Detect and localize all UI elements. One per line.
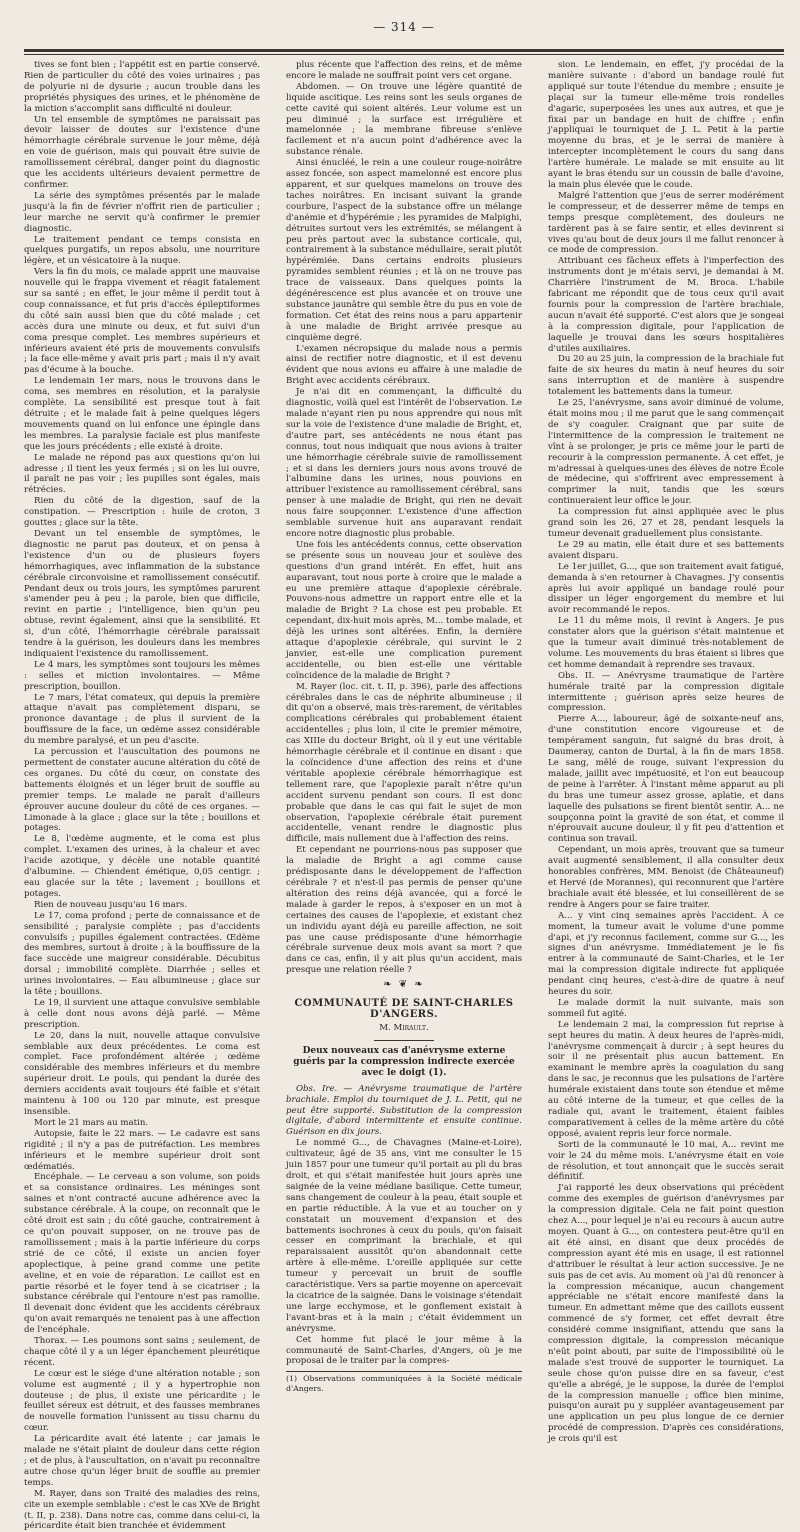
paragraph: Vers la fin du mois, ce malade apprit une mauvaise nouvelle qui le frappa vivement et réagit fatalement sur sa santé ; en effet, le jour même il perdit tout à coup connaissance, et fut pris d'accès épileptiformes du côté sain aussi bien que du côté malade ; cet accès dura une minute ou deux, et fut suivi d'un coma presque complet. Les membres supérieurs et inférieurs avaient été pris de mouvements convulsifs ; la face elle-même y avait pris part ; mais il n'y avait pas d'écume à la bouche. xyxy=(24,267,260,376)
paragraph: Cet homme fut placé le jour même à la communauté de Saint-Charles, d'Angers, où je me proposai de le traiter par la compres- xyxy=(286,1334,522,1367)
paragraph: L'examen nécropsique du malade nous a permis ainsi de rectifier notre diagnostic, et il est devenu évident que nous avions eu affaire à une maladie de Bright avec accidents cérébraux. xyxy=(286,343,522,387)
paragraph: plus récente que l'affection des reins, et de même encore le malade ne souffrait point vers cet organe. xyxy=(286,60,522,81)
column-middle xyxy=(286,60,522,1393)
footnote: (1) Observations communiquées à la Société médicale d'Angers. xyxy=(286,1371,522,1393)
paragraph: Sorti de la communauté le 10 mai, A... revint me voir le 24 du même mois. L'anévrysme était en voie de résolution, et tout annonçait que le succès serait définitif. xyxy=(548,1139,784,1183)
article-headline: Deux nouveaux cas d'anévrysme externe guéris par la compression indirecte exercée avec le doigt (1). xyxy=(293,1045,515,1078)
paragraph: Le lendemain 2 mai, la compression fut reprise à sept heures du matin. À deux heures de l'après-midi, l'anévrysme commençait à durcir ; à sept heures du soir il ne présentait plus aucun battement. En examinant le membre après la coagulation du sang dans le sac, je reconnus que les pulsations de l'artère humérale existaient dans toute son étendue et même au côté interne de la tumeur, et que celles de la radiale qui, avant le traitement, étaient faibles comparativement à celles de la même artère du côté opposé, avaient repris leur force normale. xyxy=(548,1019,784,1139)
paragraph: Le cœur est le siége d'une altération notable ; son volume est augmenté ; il y a hypertrophie non douteuse ; de plus, il existe une péricardite ; le feuillet séreux est détruit, et des fausses membranes de nouvelle formation l'unissent au tissu charnu du cœur. xyxy=(24,1368,260,1434)
paragraph: Le 17, coma profond ; perte de connaissance et de sensibilité ; paralysie complète ; pas d'accidents convulsifs ; pupilles également contractées. Œdème des membres, surtout à droite ; à la bouffissure de la face succède une maigreur considérable. Décubitus dorsal ; immobilité complète. Diarrhée ; selles et urines involontaires. — Eau albumineuse ; glace sur la tête ; bouillons. xyxy=(24,910,260,998)
section-ornament: ❧ ❦ ❧ xyxy=(383,979,425,991)
paragraph: Ainsi énucléé, le rein a une couleur rouge-noirâtre assez foncée, son aspect mamelonné est encore plus apparent, et sur quelques mamelons on trouve des taches noirâtres. En incisant suivant la grande courbure, l'aspect de la substance offre un mélange d'anémie et d'hypérémie ; les pyramides de Malpighi, détruites surtout vers les extrémités, se mélangent à peu près partout avec la substance corticale, qui, contrairement à la substance médullaire, serait plutôt hypérémiée. Dans certains endroits plusieurs pyramides semblent réunies ; et là on ne trouve pas trace de vaisseaux. Dans quelques points la dégénérescence est plus avancée et on trouve une substance jaunâtre qui semble être du pus en voie de formation. Cet état des reins nous a paru appartenir à une maladie de Bright arrivée presque au cinquième degré. xyxy=(286,158,522,343)
paragraph: Devant un tel ensemble de symptômes, le diagnostic ne parut pas douteux, et on pensa à l'existence d'un ou de plusieurs foyers hémorrhagiques, avec inflammation de la substance cérébrale circonvoisine et ramollissement consécutif. Pendant deux ou trois jours, les symptômes parurent s'amender peu à peu ; la parole, bien que difficile, revint en partie ; l'intelligence, bien qu'un peu obtuse, revint également, ainsi que la sensibilité. Et si, d'un côté, l'hémorrhagie cérébrale paraissait tendre à la guérison, les douleurs dans les membres indiquaient l'existence du ramollissement. xyxy=(24,528,260,659)
paragraph: Le 4 mars, les symptômes sont toujours les mêmes : selles et miction involontaires. — Même prescription, bouillon. xyxy=(24,659,260,692)
section-author: M. Mirault. xyxy=(379,1022,429,1033)
page-header xyxy=(24,12,784,52)
paragraph: Le 19, il survient une attaque convulsive semblable à celle dont nous avons déjà parlé. — Même prescription. xyxy=(24,997,260,1030)
paragraph: Attribuant ces fâcheux effets à l'imperfection des instruments dont je m'étais servi, je demandai à M. Charrière l'instrument de M. Broca. L'habile fabricant me répondit que de tous ceux qu'il avait fournis pour la compression de l'artère brachiale, aucun n'avait été supporté. C'est alors que je songeai à la compression digitale, pour l'application de laquelle je trouvai dans les sœurs hospitalières d'utiles auxiliaires. xyxy=(548,256,784,354)
paragraph: Un tel ensemble de symptômes ne paraissait pas devoir laisser de doutes sur l'existence d'une hémorrhagie cérébrale survenue le jour même, déjà en voie de guérison, mais qui pouvait être suivie de ramollissement cérébral, danger point du diagnostic que les accidents ultérieurs devaient permettre de confirmer. xyxy=(24,114,260,190)
paragraph: Abdomen. — On trouve une légère quantité de liquide ascitique. Les reins sont les seuls organes de cette cavité qui soient altérés. Leur volume est un peu diminué ; la surface est irrégulière et mamelonnée ; la membrane fibreuse s'enlève facilement et n'a aucun point d'adhérence avec la substance rénale. xyxy=(286,81,522,158)
paragraph: Le 7 mars, l'état comateux, qui depuis la première attaque n'avait pas complètement disparu, se prononce davantage ; de plus il survient de la bouffissure de la face, un œdème assez considérable du membre paralysé, et un peu d'ascite. xyxy=(24,692,260,747)
paragraph: Le traitement pendant ce temps consista en quelques purgatifs, un repos absolu, une nourriture légère, et un vésicatoire à la nuque. xyxy=(24,234,260,267)
section-title: COMMUNAUTÉ DE SAINT-CHARLES D'ANGERS. xyxy=(294,998,514,1020)
header-rule-thin xyxy=(24,54,784,55)
paragraph: Une fois les antécédents connus, cette observation se présente sous un nouveau jour et soulève des questions d'un grand intérêt. En effet, huit ans auparavant, tout nous porte à croire que le malade a eu une première attaque d'apoplexie cérébrale. Pouvons-nous admettre un rapport entre elle et la maladie de Bright ? La chose est peu probable. Et cependant, dix-huit mois après, M... tombe malade, et déjà les urines sont altérées. Enfin, la dernière attaque d'apoplexie cérébrale, qui survint le 2 janvier, est-elle une complication purement accidentelle, ou bien est-elle une véritable coïncidence de la maladie de Bright ? xyxy=(286,539,522,681)
paragraph: La compression fut ainsi appliquée avec le plus grand soin les 26, 27 et 28, pendant lesquels la tumeur devenait graduellement plus consistante. xyxy=(548,507,784,539)
journal-page xyxy=(24,12,784,1532)
paragraph: Obs. II. — Anévrysme traumatique de l'artère humérale traité par la compression digitale intermittente ; guérison après seize heures de compression. xyxy=(548,670,784,714)
header-rule-thick xyxy=(24,49,784,52)
paragraph: Le 20, dans la nuit, nouvelle attaque convulsive semblable aux deux précédentes. Le coma est complet. Face profondément altérée ; œdème considérable des membres inférieurs et du membre supérieur droit. Le pouls, qui pendant la durée des derniers accidents avait toujours été faible et s'était maintenu à 100 ou 120 par minute, est presque insensible. xyxy=(24,1030,260,1117)
paragraph: Je n'ai dit en commençant, la difficulté du diagnostic, voilà quel est l'intérêt de l'observation. Le malade n'ayant rien pu nous apprendre qui nous mît sur la voie de l'existence d'une maladie de Bright, et, d'autre part, ses antécédents ne nous étant pas connus, tout nous indiquait que nous avions à traiter une hémorrhagie cérébrale suivie de ramollissement ; et si dans les derniers jours nous avons trouvé de l'albumine dans les urines, nous pouvions en attribuer l'existence au ramollissement cérébral, sans penser à une maladie de Bright, qui rien ne devait nous faire soupçonner. L'existence d'une affection semblable survenue huit ans auparavant rendait encore notre diagnostic plus probable. xyxy=(286,387,522,539)
paragraph: M. Rayer, dans son Traité des maladies des reins, cite un exemple semblable : c'est le cas XVe de Bright (t. II, p. 238). Dans notre cas, comme dans celui-ci, la péricardite était bien tranchée et évidemment xyxy=(24,1488,260,1532)
paragraph: sion. Le lendemain, en effet, j'y procédai de la manière suivante : d'abord un bandage roulé fut appliqué sur toute l'étendue du membre ; ensuite je plaçai sur la tumeur elle-même trois rondelles d'agaric, superposées les unes aux autres, et que je fixai par un bandage en huit de chiffre ; enfin j'appliquai le tourniquet de J. L. Petit à la partie moyenne du bras, et je le serrai de manière à intercepter incomplètement le cours du sang dans l'artère humérale. Le malade se mit ensuite au lit ayant le bras étendu sur un coussin de balle d'avoine, la main plus élevée que le coude. xyxy=(548,60,784,190)
paragraph: Le 8, l'œdème augmente, et le coma est plus complet. L'examen des urines, à la chaleur et avec l'acide azotique, y décèle une notable quantité d'albumine. — Chiendent émétique, 0,05 centigr. ; eau glacée sur la tête ; lavement ; bouillons et potages. xyxy=(24,834,260,899)
paragraph: La péricardite avait été latente ; car jamais le malade ne s'était plaint de douleur dans cette région ; et de plus, à l'auscultation, on n'avait pu reconnaître autre chose qu'un léger bruit de souffle au premier temps. xyxy=(24,1434,260,1488)
section-divider xyxy=(374,1040,434,1041)
paragraph: Le nommé G..., de Chavagnes (Maine-et-Loire), cultivateur, âgé de 35 ans, vint me consulter le 15 juin 1857 pour une tumeur qu'il portait au pli du bras droit, et qui s'était manifestée huit jours après une saignée de la veine médiane basilique. Cette tumeur, sans changement de couleur à la peau, était souple et en partie réductible. À la vue et au toucher on y constatait un mouvement d'expansion et des battements isochrones à ceux du pouls, qu'on faisait cesser en comprimant la brachiale, et qui reparaissaient aussitôt qu'on abandonnait cette artère à elle-même. L'oreille appliquée sur cette tumeur y percevait un bruit de souffle caractéristique. Vers sa partie moyenne on apercevait la cicatrice de la saignée. Dans le voisinage s'étendait une large ecchymose, et le gonflement existait à l'avant-bras et à la main ; c'était évidemment un anévrysme. xyxy=(286,1138,522,1334)
paragraph: Du 20 au 25 juin, la compression de la brachiale fut faite de six heures du matin à neuf heures du soir sans interruption et de manière à suspendre totalement les battements dans la tumeur. xyxy=(548,354,784,398)
paragraph: La série des symptômes présentés par le malade jusqu'à la fin de février n'offrit rien de particulier ; leur marche ne servit qu'à confirmer le premier diagnostic. xyxy=(24,190,260,234)
column-right xyxy=(548,60,784,1445)
paragraph: Le 1er juillet, G..., que son traitement avait fatigué, demanda à s'en retourner à Chavagnes. J'y consentis après lui avoir appliqué un bandage roulé pour dissiper un léger engorgement du membre et lui avoir recommandé le repos. xyxy=(548,561,784,616)
paragraph: Rien de nouveau jusqu'au 16 mars. xyxy=(34,899,188,910)
paragraph: La percussion et l'auscultation des poumons ne permettent de constater aucune altération du côté de ces organes. Du côté du cœur, on constate des battements éloignés et un léger bruit de souffle au premier temps. Le malade ne paraît d'ailleurs éprouver aucune douleur du côté de ces organes. — Limonade à la glace ; glace sur la tête ; bouillons et potages. xyxy=(24,747,260,834)
paragraph: tives se font bien ; l'appétit est en partie conservé. Rien de particulier du côté des voies urinaires ; pas de polyurie ni de dysurie ; aucun trouble dans les propriétés physiques des urines, et le phénomène de la miction s'accomplit sans difficulté ni douleur. xyxy=(24,60,260,114)
observation-title: Obs. Ire. — Anévrysme traumatique de l'artère brachiale. Emploi du tourniquet de J. L. Petit, qui ne peut être supporté. Substitution de la compression digitale, d'abord intermittente et ensuite continue. Guérison en dix jours. xyxy=(286,1083,522,1138)
paragraph: Le 25, l'anévrysme, sans avoir diminué de volume, était moins mou ; il me parut que le sang commençait de s'y coaguler. Craignant que par suite de l'intermittence de la compression le traitement ne vînt à se prolonger, je pris ce même jour le parti de recourir à la compression permanente. À cet effet, je m'adressai à quelques-unes des élèves de notre École de médecine, qui s'offrirent avec empressement à comprimer la nuit, tandis que les sœurs continueraient leur office le jour. xyxy=(548,398,784,507)
paragraph: Le lendemain 1er mars, nous le trouvons dans le coma, ses membres en résolution, et la paralysie complète. La sensibilité est presque tout à fait détruite ; et le malade fait à peine quelques légers mouvements quand on lui enfonce une épingle dans les membres. La paralysie faciale est plus manifeste que les jours précédents ; elle existé à droite. xyxy=(24,376,260,452)
paragraph: Rien du côté de la digestion, sauf de la constipation. — Prescription : huile de croton, 3 gouttes ; glace sur la tête. xyxy=(24,496,260,529)
paragraph: Le 29 au matin, elle était dure et ses battements avaient disparu. xyxy=(548,539,784,561)
paragraph: Thorax. — Les poumons sont sains ; seulement, de chaque côté il y a un léger épanchement pleurétique récent. xyxy=(24,1336,260,1368)
paragraph: Encéphale. — Le cerveau a son volume, son poids et sa consistance ordinaires. Les méninges sont saines et n'ont contracté aucune adhérence avec la substance cérébrale. À la coupe, on reconnaît que le côté droit est sain ; du côté gauche, contrairement à ce qu'on pouvait supposer, on ne trouve pas de ramollissement ; mais à la partie inférieure du corps strié de ce côté, il existe un ancien foyer apoplectique, à peine grand comme une petite aveline, et en voie de réparation. Le caillot est en partie résorbé et le foyer tend à se cicatriser ; la substance cérébrale qui l'entoure n'est pas ramollie. Il devenait donc évident que les accidents cérébraux qu'on avait remarqués ne tenaient pas à une affection de l'encéphale. xyxy=(24,1172,260,1336)
paragraph: Autopsie, faite le 22 mars. — Le cadavre est sans rigidité ; il n'y a pas de putréfaction. Les membres inférieurs et le membre supérieur droit sont œdématiés. xyxy=(24,1128,260,1172)
paragraph: Le 11 du même mois, il revint à Angers. Je pus constater alors que la guérison s'était maintenue et que la tumeur avait diminué très-notablement de volume. Les mouvements du bras étaient si libres que cet homme demandait à reprendre ses travaux. xyxy=(548,616,784,670)
paragraph: Cependant, un mois après, trouvant que sa tumeur avait augmenté sensiblement, il alla consulter deux honorables confrères, MM. Benoist (de Châteauneuf) et Hervé (de Morannes), qui reconnurent que l'artère brachiale avait été blessée, et lui conseillèrent de se rendre à Angers pour se faire traiter. xyxy=(548,845,784,910)
paragraph: Le malade dormit la nuit suivante, mais son sommeil fut agité. xyxy=(548,997,784,1019)
paragraph: Mort le 21 mars au matin. xyxy=(34,1117,149,1128)
paragraph: Pierre A..., laboureur, âgé de soixante-neuf ans, d'une constitution encore vigoureuse et de tempérament sanguin, fut saigné du bras droit, à Daumeray, canton de Durtal, à la fin de mars 1858. Le sang, mêlé de rouge, suivant l'expression du malade, jaillit avec impétuosité, et l'on eut beaucoup de peine à l'arrêter. À l'instant même apparut au pli du bras une tumeur assez grosse, aplatie, et dans laquelle des pulsations se firent bientôt sentir. A... ne soupçonna point la gravité de son état, et comme il n'éprouvait aucune douleur, il y fit peu d'attention et continua son travail. xyxy=(548,714,784,845)
paragraph: A... y vint cinq semaines après l'accident. À ce moment, la tumeur avait le volume d'une pomme d'api, et j'y reconnus facilement, comme sur G..., les signes d'un anévrysme. Immédiatement je le fis entrer à la communauté de Saint-Charles, et le 1er mai la compression digitale indirecte fut appliquée pendant cinq heures, c'est-à-dire de quatre à neuf heures du soir. xyxy=(548,910,784,998)
paragraph: Le malade ne répond pas aux questions qu'on lui adresse ; il tient les yeux fermés ; si on les lui ouvre, il paraît ne pas voir ; les pupilles sont égales, mais rétrécies. xyxy=(24,452,260,496)
paragraph: Malgré l'attention que j'eus de serrer modérément le compresseur, et de desserrer même de temps en temps presque complètement, des douleurs ne tardèrent pas à se faire sentir, et elles devinrent si vives qu'au bout de deux jours il me fallut renoncer à ce mode de compression. xyxy=(548,190,784,256)
page-number: — 314 — xyxy=(373,20,435,34)
paragraph: Et cependant ne pourrions-nous pas supposer que la maladie de Bright a agi comme cause prédisposante dans le développement de l'affection cérébrale ? et n'est-il pas permis de penser qu'une altération des reins déjà avancée, qui a forcé le malade à garder le repos, à s'exposer en un mot à certaines des causes de l'apoplexie, et existant chez un individu ayant déjà eu pareille affection, ne soit pas une cause prédisposante d'une hémorrhagie cérébrale survenue deux mois avant sa mort ? que dans ce cas, enfin, il y ait plus qu'un accident, mais presque une relation réelle ? xyxy=(286,845,522,976)
column-left xyxy=(24,60,260,1532)
paragraph: J'ai rapporté les deux observations qui précèdent comme des exemples de guérison d'anévrysmes par la compression digitale. Cela ne fait point question chez A..., pour lequel je n'ai eu recours à aucun autre moyen. Quant à G..., on contestera peut-être qu'il en ait été ainsi, en disant que deux procédés de compression ayant été mis en usage, il est rationnel d'attribuer le résultat à leur action successive. Je ne suis pas de cet avis. Au moment où j'ai dû renoncer à la compression mécanique, aucun changement appréciable ne s'était encore manifesté dans la tumeur. En admettant même que des caillots eussent commencé de s'y former, cet effet devrait être considéré comme insignifiant, attendu que sans la compression digitale, la compression mécanique n'eût point abouti, par suite de l'impossibilité où le malade s'est trouvé de supporter le tourniquet. La seule chose qu'on puisse dire en sa faveur, c'est qu'elle a abrégé, je le suppose, la durée de l'emploi de la compression manuelle ; office bien minime, puisqu'on aurait pu y suppléer avantageusement par une application un peu plus longue de ce dernier procédé de compression. D'après ces considérations, je crois qu'il est xyxy=(548,1183,784,1445)
paragraph: M. Rayer (loc. cit. t. II, p. 396), parle des affections cérébrales dans le cas de néphrite albumineuse ; il dit qu'on a observé, mais très-rarement, de véritables complications cérébrales qui probablement étaient accidentelles ; plus loin, il cite le premier mémoire, cas XIIIe du docteur Bright, où il y eut une véritable hémorrhagie cérébrale et il continue en disant : que la coïncidence d'une affection des reins et d'une véritable apoplexie cérébrale hémorrhagique est tellement rare, que l'apoplexie paraît n'être qu'un accident survenu pendant son cours. Il est donc probable que dans le cas qui fait le sujet de mon observation, l'apoplexie cérébrale était purement accidentelle, venant rendre le diagnostic plus difficile, mais nullement due à l'affection des reins. xyxy=(286,681,522,845)
text-columns xyxy=(24,60,784,1532)
